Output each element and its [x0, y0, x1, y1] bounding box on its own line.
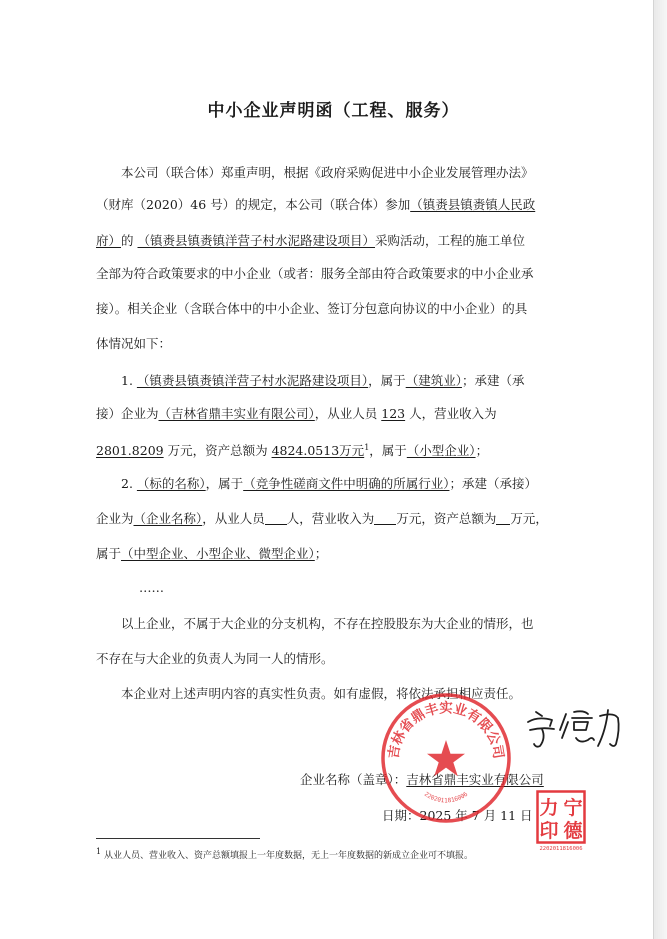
item1-line-2 — [96, 406, 497, 422]
page-edge — [653, 0, 667, 939]
intro-text: 采购活动，工程的施工单位 — [375, 233, 526, 248]
item2-staff-blank — [265, 511, 287, 525]
intro-line-2 — [96, 197, 535, 213]
item2-line-3 — [96, 546, 327, 562]
item1-industry: （建筑业） — [405, 373, 462, 388]
item1-text: ； — [475, 443, 489, 459]
item1-number: 1. — [121, 373, 137, 388]
item2-revenue-blank — [374, 511, 396, 525]
footnote-divider — [96, 838, 260, 839]
seal-char-bottom-left: 印 — [539, 820, 559, 842]
item2-text: 万元， — [510, 511, 548, 526]
item1-text: ，从业人员 — [314, 406, 382, 421]
item2-industry: （竞争性磋商文件中明确的所属行业） — [243, 476, 450, 491]
personal-seal — [536, 790, 586, 852]
item2-text: ；承建（承接） — [449, 476, 537, 491]
footnote-number: 1 — [96, 847, 102, 856]
item2-text: ，属于 — [205, 476, 244, 491]
item1-assets: 4824.0513 — [271, 443, 340, 459]
item1-text: ，属于 — [368, 373, 406, 388]
item1-revenue: 2801.8209 — [96, 443, 164, 459]
footnote — [96, 847, 473, 861]
item2-text: 万元，资产总额为 — [396, 511, 497, 526]
item1-text: 人，营业收入为 — [405, 406, 497, 421]
seal-char-top-right: 宁 — [563, 797, 583, 819]
project-name: （镇赉县镇赉镇洋营子村水泥路建设项目） — [137, 233, 376, 248]
footnote-marker: 1 — [364, 443, 370, 452]
item2-text: ； — [314, 546, 328, 561]
company-label: 企业名称（盖章）： — [300, 772, 407, 787]
item1-staff: 123 — [381, 406, 406, 421]
intro-line-5: 接）。相关企业（含联合体中的中小企业、签订分包意向协议的中小企业）的具 — [96, 301, 528, 316]
intro-line-6: 体情况如下： — [96, 336, 172, 351]
ellipsis: …… — [139, 580, 164, 595]
item2-text: ，从业人员 — [202, 511, 265, 526]
purchaser-name-part2: 府） — [96, 233, 122, 248]
svg-text:2202011816006 — [423, 791, 470, 805]
handwritten-signature — [522, 700, 630, 752]
footnote-text: 从业人员、营业收入、资产总额填报上一年度数据，无上一年度数据的新成立企业可不填报。 — [103, 851, 473, 861]
item2-line-1 — [121, 476, 537, 492]
item2-subject: （标的名称） — [136, 476, 206, 491]
item1-line-1 — [121, 373, 524, 389]
intro-text: （财库（2020）46 号）的规定，本公司（联合体）参加 — [96, 197, 411, 212]
item1-assets-unit: 万元 — [339, 443, 365, 459]
date-value: 2025 年 7 月 11 日 — [419, 808, 533, 823]
intro-line-4: 全部为符合政策要求的中小企业（或者：服务全部由符合政策要求的中小企业承 — [96, 266, 534, 281]
item1-project: （镇赉县镇赉镇洋营子村水泥路建设项目） — [136, 373, 369, 388]
date-label: 日期： — [382, 808, 420, 823]
item2-line-2 — [96, 511, 548, 527]
item1-text: ，属于 — [369, 443, 407, 459]
intro-line-1: 本公司（联合体）郑重声明，根据《政府采购促进中小企业发展管理办法》 — [121, 165, 534, 180]
seal-char-top-left: 力 — [539, 797, 559, 819]
seal-char-bottom-right: 德 — [563, 820, 583, 842]
item1-line-3 — [96, 440, 488, 459]
company-name: 吉林省鼎丰实业有限公司 — [406, 772, 544, 787]
item1-text: 万元，资产总额为 — [163, 443, 272, 459]
purchaser-name-part1: （镇赉县镇赉镇人民政 — [410, 197, 536, 212]
statement-2: 本企业对上述声明内容的真实性负责。如有虚假，将依法承担相应责任。 — [121, 686, 522, 701]
company-seal-stamp — [378, 690, 514, 826]
item2-company: （企业名称） — [133, 511, 203, 526]
item2-text: 属于 — [96, 546, 122, 561]
item2-assets-blank — [496, 511, 510, 525]
item2-text: 人，营业收入为 — [286, 511, 375, 526]
item2-enterprise-type: （中型企业、小型企业、微型企业） — [121, 546, 315, 561]
statement-1-line-2: 不存在与大企业的负责人为同一人的情形。 — [96, 651, 334, 666]
item2-text: 企业为 — [96, 511, 134, 526]
intro-text: 的 — [121, 233, 138, 248]
item1-text: 接）企业为 — [96, 406, 159, 421]
item1-text: ；承建（承 — [461, 373, 525, 388]
seal-text: 吉林省鼎丰实业有限公司 — [385, 700, 507, 760]
item1-enterprise-type: （小型企业） — [406, 443, 476, 459]
seal-code: 2202011816006 — [422, 790, 470, 805]
intro-line-3 — [96, 233, 525, 249]
statement-1-line-1: 以上企业，不属于大企业的分支机构，不存在控股股东为大企业的情形，也 — [121, 616, 534, 631]
seal-code: 2202011816006 — [539, 846, 583, 852]
page-title: 中小企业声明函（工程、服务） — [207, 101, 460, 121]
seal-star-icon — [427, 740, 465, 776]
item1-company: （吉林省鼎丰实业有限公司） — [158, 406, 315, 421]
item2-number: 2. — [121, 476, 137, 491]
